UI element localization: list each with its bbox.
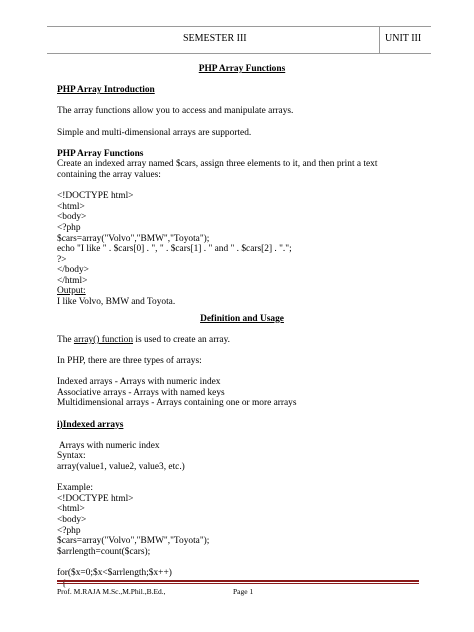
code-line: <body> [57,514,87,525]
code-line: for($x=0;$x<$arrlength;$x++) [57,567,172,578]
header-unit: UNIT III [385,33,422,44]
intro-paragraph-1: The array functions allow you to access and manipulate arrays. [57,106,294,117]
example-label: Example: [57,483,93,494]
types-intro: In PHP, there are three types of arrays: [57,356,202,367]
footer-page-number: Page 1 [233,587,254,596]
output-label: Output: [57,286,86,297]
code-line: <!DOCTYPE html> [57,191,134,202]
functions-heading: PHP Array Functions [57,148,144,159]
header-divider [379,26,380,53]
code-line: $cars=array("Volvo","BMW","Toyota"); [57,233,210,244]
code-line: ?> [57,254,67,265]
indexed-desc: Arrays with numeric index [57,440,160,451]
footer-rule-thick [57,580,419,582]
code-line: <html> [57,504,85,515]
code-line: <!DOCTYPE html> [57,493,134,504]
functions-desc-line-2: containing the array values: [57,169,161,180]
intro-heading: PHP Array Introduction [57,85,155,96]
array-function-link[interactable]: array() function [73,334,134,345]
code-line: $arrlength=count($cars); [57,546,151,557]
code-line: echo "I like " . $cars[0] . ", " . $cars[1] . " and " . $cars[2] . "."; [57,244,292,255]
header-bottom-rule [47,53,431,54]
definition-suffix: is used to create an array. [133,334,231,345]
header-semester: SEMESTER III [183,33,247,44]
code-line: <?php [57,222,81,233]
type-item: Indexed arrays - Arrays with numeric index [57,377,221,388]
indexed-heading: i)Indexed arrays [57,419,124,430]
definition-prefix: The [57,334,74,345]
definition-heading: Definition and Usage [200,313,284,324]
functions-desc-line-1: Create an indexed array named $cars, assign three elements to it, and then print a text [57,159,378,170]
intro-paragraph-2: Simple and multi-dimensional arrays are supported. [57,127,252,138]
code-line: </html> [57,275,88,286]
syntax-line: array(value1, value2, value3, etc.) [57,461,185,472]
code-line: </body> [57,265,89,276]
code-line: <body> [57,212,87,223]
footer-rule-thin [57,583,419,584]
type-item: Associative arrays - Arrays with named keys [57,387,225,398]
syntax-label: Syntax: [57,451,86,462]
page-content [57,64,427,589]
code-block-1 [57,191,427,286]
code-line: $cars=array("Volvo","BMW","Toyota"); [57,536,210,547]
page-title: PHP Array Functions [198,64,286,74]
definition-line [57,335,427,346]
code-line: <html> [57,201,85,212]
code-block-2 [57,494,427,558]
footer-author: Prof. M.RAJA M.Sc.,M.Phil.,B.Ed., [57,587,166,596]
code-line: <?php [57,525,81,536]
output-text: I like Volvo, BMW and Toyota. [57,297,176,308]
type-item: Multidimensional arrays - Arrays containing one or more arrays [57,398,297,409]
header-top-rule [47,26,431,27]
